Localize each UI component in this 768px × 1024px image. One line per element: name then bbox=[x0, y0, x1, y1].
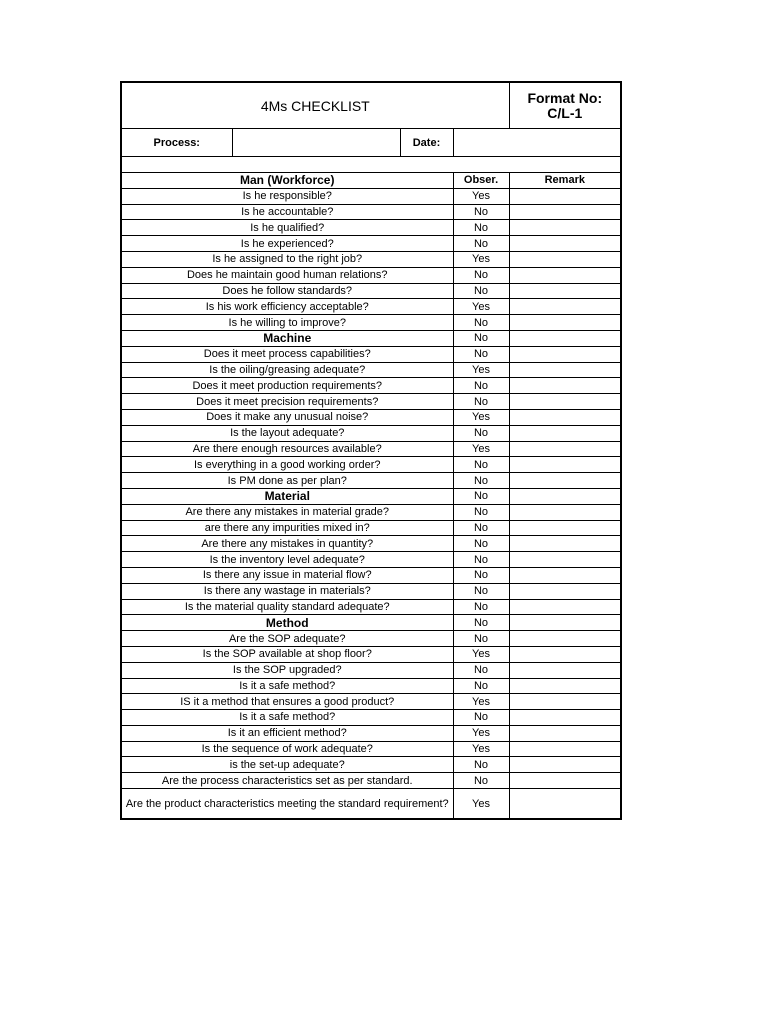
table-row bbox=[121, 394, 621, 410]
table-row bbox=[121, 473, 621, 489]
question-cell: Is there any wastage in materials? bbox=[121, 583, 453, 599]
format-number bbox=[509, 82, 621, 129]
table-row bbox=[121, 567, 621, 583]
remark-cell[interactable] bbox=[509, 631, 621, 647]
table-row bbox=[121, 299, 621, 315]
table-row bbox=[121, 646, 621, 662]
remark-cell[interactable] bbox=[509, 473, 621, 489]
observation-cell[interactable]: Yes bbox=[453, 741, 509, 757]
observation-cell[interactable]: No bbox=[453, 678, 509, 694]
table-row bbox=[121, 757, 621, 773]
question-cell: Are the product characteristics meeting the standard requirement? bbox=[121, 789, 453, 820]
table-row bbox=[121, 773, 621, 789]
observation-cell[interactable]: Yes bbox=[453, 441, 509, 457]
remark-cell[interactable] bbox=[509, 425, 621, 441]
observation-cell[interactable]: No bbox=[453, 536, 509, 552]
table-row bbox=[121, 283, 621, 299]
question-cell: Is it a safe method? bbox=[121, 710, 453, 726]
question-cell: Are the process characteristics set as per standard. bbox=[121, 773, 453, 789]
remark-cell[interactable] bbox=[509, 362, 621, 378]
section-header-row bbox=[121, 173, 621, 189]
section-title: Man (Workforce) bbox=[121, 173, 453, 189]
question-cell: are there any impurities mixed in? bbox=[121, 520, 453, 536]
remark-cell[interactable] bbox=[509, 646, 621, 662]
observation-cell[interactable]: No bbox=[453, 220, 509, 236]
checklist-table bbox=[120, 81, 622, 820]
question-cell: Is he experienced? bbox=[121, 236, 453, 252]
table-row bbox=[121, 789, 621, 820]
observation-cell[interactable]: Yes bbox=[453, 299, 509, 315]
remark-cell[interactable] bbox=[509, 725, 621, 741]
observation-cell[interactable]: No bbox=[453, 425, 509, 441]
question-cell: Does it make any unusual noise? bbox=[121, 409, 453, 425]
remark-cell[interactable] bbox=[509, 315, 621, 331]
observation-cell[interactable]: No bbox=[453, 757, 509, 773]
spacer-row bbox=[121, 157, 621, 173]
question-cell: Does it meet process capabilities? bbox=[121, 346, 453, 362]
question-cell: Is there any issue in material flow? bbox=[121, 567, 453, 583]
table-row bbox=[121, 409, 621, 425]
observation-cell[interactable]: No bbox=[453, 710, 509, 726]
question-cell: Is PM done as per plan? bbox=[121, 473, 453, 489]
question-cell: Is he willing to improve? bbox=[121, 315, 453, 331]
process-label: Process: bbox=[121, 129, 232, 157]
question-cell: is the set-up adequate? bbox=[121, 757, 453, 773]
remark-cell[interactable] bbox=[509, 394, 621, 410]
remark-cell[interactable] bbox=[509, 457, 621, 473]
section-header-row bbox=[121, 488, 621, 504]
observation-cell[interactable]: No bbox=[453, 283, 509, 299]
section-title: Method bbox=[121, 615, 453, 631]
observation-cell[interactable]: No bbox=[453, 267, 509, 283]
question-cell: Is he assigned to the right job? bbox=[121, 251, 453, 267]
remark-cell[interactable] bbox=[509, 694, 621, 710]
table-row bbox=[121, 536, 621, 552]
remark-cell[interactable] bbox=[509, 188, 621, 204]
process-field[interactable] bbox=[232, 129, 400, 157]
table-row bbox=[121, 583, 621, 599]
question-cell: Are there enough resources available? bbox=[121, 441, 453, 457]
question-cell: Are there any mistakes in quantity? bbox=[121, 536, 453, 552]
question-cell: Does it meet production requirements? bbox=[121, 378, 453, 394]
observation-cell[interactable]: No bbox=[453, 315, 509, 331]
table-row bbox=[121, 251, 621, 267]
remark-cell[interactable] bbox=[509, 520, 621, 536]
observation-cell[interactable]: No bbox=[453, 583, 509, 599]
question-cell: Are the SOP adequate? bbox=[121, 631, 453, 647]
observation-cell[interactable]: Yes bbox=[453, 725, 509, 741]
observation-cell[interactable]: No bbox=[453, 346, 509, 362]
remark-cell[interactable] bbox=[509, 409, 621, 425]
question-cell: IS it a method that ensures a good product? bbox=[121, 694, 453, 710]
question-cell: Is the SOP upgraded? bbox=[121, 662, 453, 678]
observation-column-header[interactable]: Obser. bbox=[453, 173, 509, 189]
observation-cell[interactable]: Yes bbox=[453, 694, 509, 710]
observation-cell[interactable]: No bbox=[453, 567, 509, 583]
checklist-sheet bbox=[120, 81, 620, 820]
observation-cell[interactable]: No bbox=[453, 457, 509, 473]
table-row bbox=[121, 378, 621, 394]
question-cell: Is everything in a good working order? bbox=[121, 457, 453, 473]
section-header-row bbox=[121, 330, 621, 346]
question-cell: Is he responsible? bbox=[121, 188, 453, 204]
observation-cell[interactable]: No bbox=[453, 520, 509, 536]
table-row bbox=[121, 631, 621, 647]
observation-cell[interactable]: No bbox=[453, 394, 509, 410]
table-row bbox=[121, 662, 621, 678]
observation-cell[interactable]: No bbox=[453, 204, 509, 220]
table-row bbox=[121, 694, 621, 710]
remark-cell[interactable] bbox=[509, 378, 621, 394]
remark-cell[interactable] bbox=[509, 330, 621, 346]
table-row bbox=[121, 236, 621, 252]
question-cell: Is the layout adequate? bbox=[121, 425, 453, 441]
question-cell: Is it an efficient method? bbox=[121, 725, 453, 741]
observation-cell[interactable]: No bbox=[453, 773, 509, 789]
question-cell: Is the material quality standard adequate? bbox=[121, 599, 453, 615]
remark-cell[interactable] bbox=[509, 204, 621, 220]
table-row bbox=[121, 188, 621, 204]
remark-cell[interactable] bbox=[509, 773, 621, 789]
remark-cell[interactable] bbox=[509, 267, 621, 283]
remark-cell[interactable] bbox=[509, 283, 621, 299]
table-row bbox=[121, 504, 621, 520]
remark-cell[interactable] bbox=[509, 583, 621, 599]
observation-cell[interactable]: Yes bbox=[453, 251, 509, 267]
question-cell: Is he qualified? bbox=[121, 220, 453, 236]
observation-cell[interactable]: No bbox=[453, 488, 509, 504]
table-row bbox=[121, 425, 621, 441]
remark-cell[interactable] bbox=[509, 599, 621, 615]
remark-cell[interactable] bbox=[509, 615, 621, 631]
question-cell: Is the SOP available at shop floor? bbox=[121, 646, 453, 662]
remark-cell[interactable] bbox=[509, 710, 621, 726]
observation-cell[interactable]: No bbox=[453, 552, 509, 568]
table-row bbox=[121, 741, 621, 757]
observation-cell[interactable]: No bbox=[453, 473, 509, 489]
section-header-row bbox=[121, 615, 621, 631]
remark-cell[interactable] bbox=[509, 678, 621, 694]
observation-cell[interactable]: No bbox=[453, 599, 509, 615]
table-row bbox=[121, 457, 621, 473]
observation-cell[interactable]: No bbox=[453, 662, 509, 678]
format-value: C/L-1 bbox=[547, 104, 583, 121]
remark-cell[interactable] bbox=[509, 567, 621, 583]
table-row bbox=[121, 362, 621, 378]
observation-cell[interactable]: Yes bbox=[453, 646, 509, 662]
table-row bbox=[121, 520, 621, 536]
observation-cell[interactable]: Yes bbox=[453, 362, 509, 378]
format-label: Format No: bbox=[527, 89, 603, 106]
question-cell: Is his work efficiency acceptable? bbox=[121, 299, 453, 315]
table-row bbox=[121, 678, 621, 694]
remark-cell[interactable] bbox=[509, 236, 621, 252]
observation-cell[interactable]: No bbox=[453, 330, 509, 346]
page-title: 4Ms CHECKLIST bbox=[121, 82, 509, 129]
remark-cell[interactable] bbox=[509, 346, 621, 362]
observation-cell[interactable]: No bbox=[453, 631, 509, 647]
observation-cell[interactable]: Yes bbox=[453, 409, 509, 425]
remark-cell[interactable] bbox=[509, 488, 621, 504]
section-title: Material bbox=[121, 488, 453, 504]
observation-cell[interactable]: No bbox=[453, 615, 509, 631]
date-label: Date: bbox=[400, 129, 453, 157]
remark-cell[interactable] bbox=[509, 299, 621, 315]
question-cell: Does it meet precision requirements? bbox=[121, 394, 453, 410]
table-row bbox=[121, 725, 621, 741]
table-row bbox=[121, 710, 621, 726]
table-row bbox=[121, 552, 621, 568]
remark-cell[interactable] bbox=[509, 552, 621, 568]
date-field[interactable] bbox=[453, 129, 621, 157]
observation-cell[interactable]: No bbox=[453, 378, 509, 394]
table-row bbox=[121, 346, 621, 362]
question-cell: Does he maintain good human relations? bbox=[121, 267, 453, 283]
table-row bbox=[121, 315, 621, 331]
question-cell: Are there any mistakes in material grade? bbox=[121, 504, 453, 520]
question-cell: Is it a safe method? bbox=[121, 678, 453, 694]
remark-cell[interactable] bbox=[509, 662, 621, 678]
table-row bbox=[121, 220, 621, 236]
table-row bbox=[121, 204, 621, 220]
remark-cell[interactable] bbox=[509, 251, 621, 267]
question-cell: Is he accountable? bbox=[121, 204, 453, 220]
question-cell: Is the inventory level adequate? bbox=[121, 552, 453, 568]
observation-cell[interactable]: No bbox=[453, 236, 509, 252]
table-row bbox=[121, 267, 621, 283]
remark-cell[interactable] bbox=[509, 441, 621, 457]
section-title: Machine bbox=[121, 330, 453, 346]
observation-cell[interactable]: Yes bbox=[453, 789, 509, 820]
observation-cell[interactable]: No bbox=[453, 504, 509, 520]
remark-cell[interactable] bbox=[509, 504, 621, 520]
question-cell: Is the sequence of work adequate? bbox=[121, 741, 453, 757]
remark-column-header: Remark bbox=[509, 173, 621, 189]
remark-cell[interactable] bbox=[509, 220, 621, 236]
remark-cell[interactable] bbox=[509, 789, 621, 820]
table-row bbox=[121, 441, 621, 457]
question-cell: Is the oiling/greasing adequate? bbox=[121, 362, 453, 378]
remark-cell[interactable] bbox=[509, 536, 621, 552]
remark-cell[interactable] bbox=[509, 741, 621, 757]
question-cell: Does he follow standards? bbox=[121, 283, 453, 299]
table-row bbox=[121, 599, 621, 615]
remark-cell[interactable] bbox=[509, 757, 621, 773]
observation-cell[interactable]: Yes bbox=[453, 188, 509, 204]
